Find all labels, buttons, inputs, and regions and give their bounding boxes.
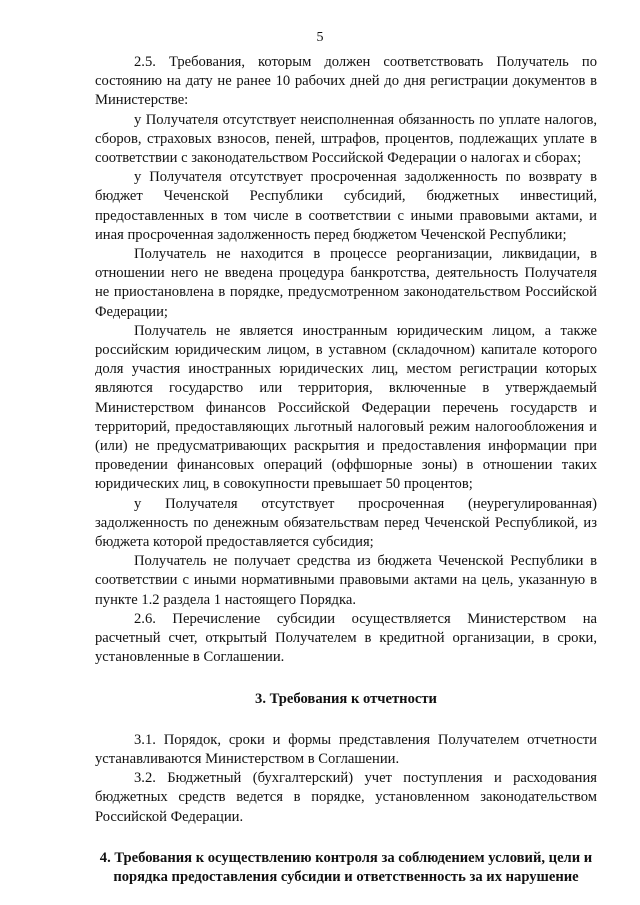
paragraph: 3.1. Порядок, сроки и формы представления Получателем отчетности устанавливаются Министерством в Соглашении. (95, 731, 597, 767)
section-heading: 4. Требования к осуществлению контроля за соблюдением условий, цели и порядка предоставления субсидии и ответственность за их нарушение (99, 849, 593, 885)
paragraph: у Получателя отсутствует неисполненная обязанность по уплате налогов, сборов, страховых взносов, пеней, штрафов, процентов, подлежащих уплате в соответствии с законодательством Российской Федерации о налогах и сборах; (95, 111, 597, 167)
paragraph: 2.6. Перечисление субсидии осуществляется Министерством на расчетный счет, открытый Получателем в кредитной организации, в сроки, установленные в Соглашении. (95, 610, 597, 666)
paragraph: Получатель не является иностранным юридическим лицом, а также российским юридическим лицом, в уставном (складочном) капитале которого доля участия иностранных юридических лиц, местом регистрации которых являются государство или территория, включенные в утверждаемый Министерством финансов Российской Федерации перечень государств и территорий, предоставляющих льготный налоговый режим налогообложения и (или) не предусматривающих раскрытия и предоставления информации при проведении финансовых операций (оффшорные зоны) в отношении таких юридических лиц, в совокупности превышает 50 процентов; (95, 322, 597, 493)
paragraph: 3.2. Бюджетный (бухгалтерский) учет поступления и расходования бюджетных средств ведется в порядке, установленном законодательством Российской Федерации. (95, 770, 597, 825)
section-spacer (95, 709, 597, 731)
paragraph: у Получателя отсутствует просроченная задолженность по возврату в бюджет Чеченской Республики субсидий, бюджетных инвестиций, предоставленных в том числе в соответствии с иными правовыми актами, и иная просроченная задолженность перед бюджетом Чеченской Республики; (95, 169, 597, 243)
paragraph: у Получателя отсутствует просроченная (неурегулированная) задолженность по денежным обязательствам перед Чеченской Республикой, из бюджета которой предоставляется субсидия; (95, 495, 597, 551)
page-number: 5 (316, 30, 324, 45)
paragraph: 2.5. Требования, которым должен соответствовать Получатель по состоянию на дату не ранее 10 рабочих дней до дня регистрации документов в Министерстве: (95, 54, 597, 109)
paragraph: Получатель не находится в процессе реорганизации, ликвидации, в отношении него не введена процедура банкротства, деятельность Получателя не приостановлена в порядке, предусмотренном законодательством Российской Федерации; (95, 246, 597, 320)
section-spacer (95, 668, 597, 690)
document-body (95, 53, 597, 887)
paragraph: Получатель не получает средства из бюджета Чеченской Республики в соответствии с иными нормативными правовыми актами на цель, указанную в пункте 1.2 раздела 1 настоящего Порядка. (95, 553, 597, 608)
section-heading: 3. Требования к отчетности (255, 690, 437, 707)
section-spacer (95, 827, 597, 849)
